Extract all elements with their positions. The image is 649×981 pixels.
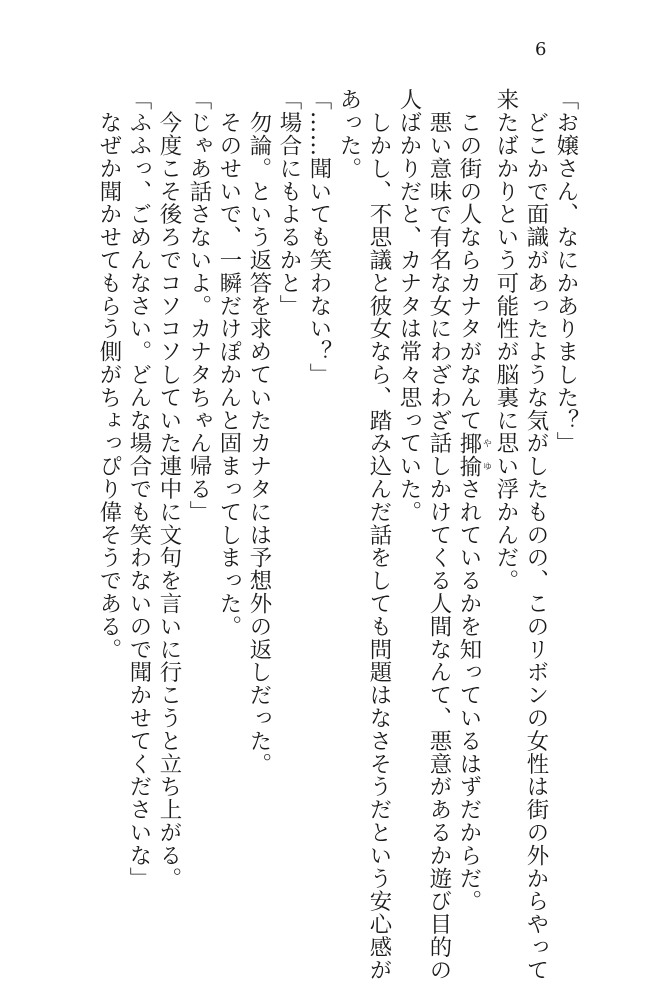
text-line: 「じゃあ話さないよ。カナタちゃん帰る」 bbox=[186, 88, 212, 524]
text-line-with-ruby bbox=[454, 88, 491, 913]
ruby-base: 揶揄 bbox=[456, 431, 482, 478]
text-line: 勿論。という返答を求めていたカナタには予想外の返しだった。 bbox=[246, 88, 272, 775]
text-line: 「ふふっ、ごめんなさい。どんな場合でも笑わないので聞かせてくださいな」 bbox=[126, 88, 152, 890]
text-line: 「お嬢さん、なにかありました？」 bbox=[553, 88, 579, 455]
text-line: そのせいで、一瞬だけぽかんと固まってしまった。 bbox=[216, 88, 242, 638]
text-line: あった。 bbox=[336, 88, 362, 180]
text-line: なぜか聞かせてもらう側がちょっぴり偉そうである。 bbox=[96, 88, 122, 661]
ruby-line-after: されているかを知っているはずだからだ。 bbox=[456, 477, 482, 913]
ruby-line-before: この街の人ならカナタがなんて bbox=[456, 88, 482, 432]
ruby-reading: やゆ bbox=[481, 431, 491, 478]
text-line: 「場合にもよるかと」 bbox=[276, 88, 302, 317]
text-line: 今度こそ後ろでコソコソしていた連中に文句を言いに行こうと立ち上がる。 bbox=[156, 88, 182, 890]
vertical-body-text bbox=[94, 88, 581, 981]
ruby-annotation bbox=[456, 431, 491, 478]
text-line: 来たばかりという可能性が脳裏に思い浮かんだ。 bbox=[493, 88, 519, 592]
page-number: 6 bbox=[535, 39, 547, 60]
text-line: どこかで面識があったような気がしたものの、このリボンの女性は街の外からやって bbox=[523, 88, 549, 981]
text-line: しかし、不思議と彼女なら、踏み込んだ話をしても問題はなさそうだという安心感が bbox=[366, 88, 392, 981]
text-line: 人ばかりだと、カナタは常々思っていた。 bbox=[396, 88, 422, 524]
text-line: 悪い意味で有名な女にわざわざ話しかけてくる人間なんて、悪意があるか遊び目的の bbox=[426, 88, 452, 981]
text-line: 「……聞いても笑わない？」 bbox=[306, 88, 332, 386]
